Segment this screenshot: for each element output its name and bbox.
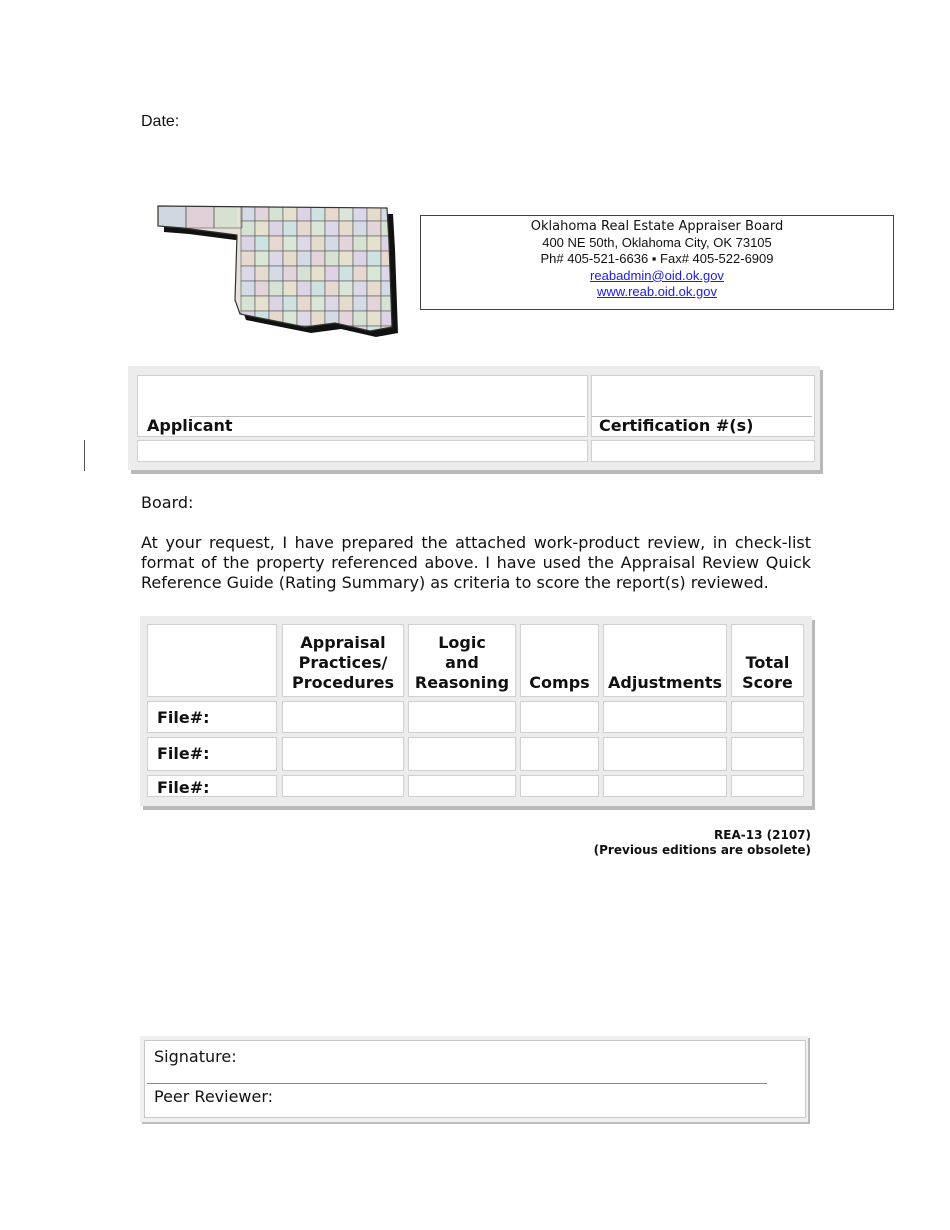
file-row-label bbox=[147, 737, 277, 771]
score-cell[interactable] bbox=[603, 701, 727, 733]
signature-label: Signature: bbox=[154, 1047, 237, 1066]
review-score-table bbox=[140, 616, 812, 806]
applicant-form bbox=[128, 366, 820, 470]
score-cell[interactable] bbox=[603, 775, 727, 797]
body-paragraph: At your request, I have prepared the attached work-product review, in check-list format of the property referenced above. I have used the Appraisal Review Quick Reference Guide (Rating Summary) as criteria to score the report(s) reviewed. bbox=[141, 533, 811, 592]
contact-info-box bbox=[420, 215, 894, 310]
score-cell[interactable] bbox=[282, 701, 404, 733]
file-row-label bbox=[147, 775, 277, 797]
file-label: File#: bbox=[157, 778, 210, 797]
applicant-field[interactable] bbox=[137, 375, 588, 437]
score-cell[interactable] bbox=[520, 701, 599, 733]
score-cell[interactable] bbox=[408, 775, 516, 797]
file-label: File#: bbox=[157, 744, 210, 763]
score-cell[interactable] bbox=[520, 775, 599, 797]
score-cell[interactable] bbox=[282, 737, 404, 771]
org-phone-fax: Ph# 405-521-6636 ▪ Fax# 405-522-6909 bbox=[540, 251, 774, 267]
margin-marker bbox=[84, 440, 85, 471]
col-header-appraisal: Appraisal Practices/ Procedures bbox=[282, 624, 404, 697]
col-header-adjustments: Adjustments bbox=[603, 624, 727, 697]
form-id-block bbox=[594, 828, 811, 858]
score-cell[interactable] bbox=[731, 737, 804, 771]
score-cell[interactable] bbox=[603, 737, 727, 771]
org-address: 400 NE 50th, Oklahoma City, OK 73105 bbox=[542, 235, 772, 251]
score-cell[interactable] bbox=[282, 775, 404, 797]
signature-block bbox=[140, 1036, 808, 1122]
file-row-label bbox=[147, 701, 277, 733]
website-link[interactable]: www.reab.oid.ok.gov bbox=[597, 283, 717, 299]
form-number: REA-13 (2107) bbox=[714, 828, 811, 842]
col-header-comps: Comps bbox=[520, 624, 599, 697]
form-note: (Previous editions are obsolete) bbox=[593, 843, 811, 857]
board-salutation: Board: bbox=[141, 493, 194, 512]
date-label: Date: bbox=[141, 113, 180, 130]
peer-reviewer-label: Peer Reviewer: bbox=[154, 1087, 274, 1106]
col-header-logic: Logic and Reasoning bbox=[408, 624, 516, 697]
file-label: File#: bbox=[157, 708, 210, 727]
score-cell[interactable] bbox=[731, 775, 804, 797]
email-link[interactable]: reabadmin@oid.ok.gov bbox=[590, 267, 724, 283]
col-header-total: Total Score bbox=[731, 624, 804, 697]
applicant-label: Applicant bbox=[147, 416, 233, 435]
table-corner bbox=[147, 624, 277, 697]
org-name: Oklahoma Real Estate Appraiser Board bbox=[530, 219, 784, 234]
score-cell[interactable] bbox=[520, 737, 599, 771]
certification-label: Certification #(s) bbox=[599, 416, 754, 435]
signature-area[interactable] bbox=[144, 1040, 806, 1118]
score-cell[interactable] bbox=[408, 701, 516, 733]
certification-field[interactable] bbox=[591, 375, 815, 437]
applicant-input[interactable] bbox=[137, 440, 588, 462]
oklahoma-map-logo bbox=[155, 203, 405, 339]
score-cell[interactable] bbox=[408, 737, 516, 771]
signature-line bbox=[147, 1083, 767, 1084]
score-cell[interactable] bbox=[731, 701, 804, 733]
certification-input[interactable] bbox=[591, 440, 815, 462]
